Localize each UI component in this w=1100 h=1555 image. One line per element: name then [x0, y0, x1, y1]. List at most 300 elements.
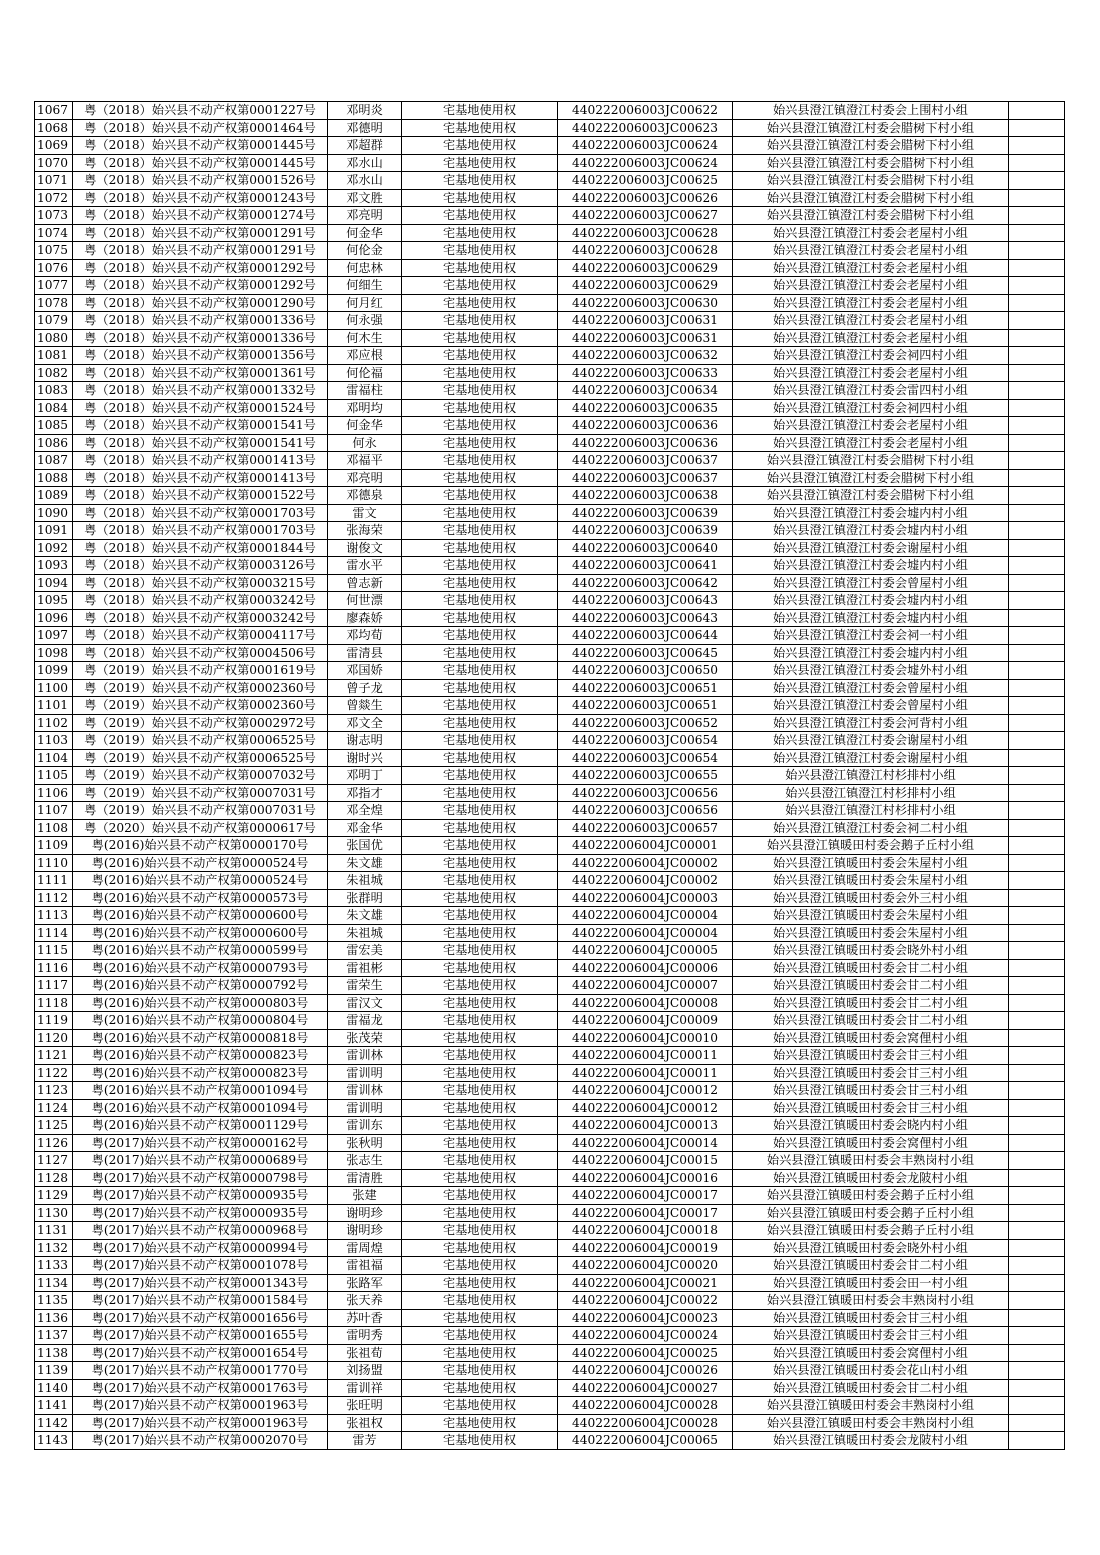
location-cell: 始兴县澄江镇澄江村委会曾屋村小组 [733, 697, 1009, 715]
row-number-cell: 1111 [35, 872, 73, 890]
register-table-body [35, 102, 1065, 1450]
remark-cell [1009, 224, 1065, 242]
location-cell: 始兴县澄江镇澄江村委会老屋村小组 [733, 329, 1009, 347]
row-number-cell: 1074 [35, 224, 73, 242]
location-cell: 始兴县澄江镇暖田村委会窝俚村小组 [733, 1134, 1009, 1152]
table-row [35, 294, 1065, 312]
table-row [35, 207, 1065, 225]
certificate-number-cell: 粤（2018）始兴县不动产权第0003215号 [73, 574, 328, 592]
table-row [35, 837, 1065, 855]
row-number-cell: 1119 [35, 1012, 73, 1030]
table-row [35, 504, 1065, 522]
location-cell: 始兴县澄江镇暖田村委会甘三村小组 [733, 1099, 1009, 1117]
owner-name-cell: 张秋明 [328, 1134, 402, 1152]
row-number-cell: 1096 [35, 609, 73, 627]
row-number-cell: 1067 [35, 102, 73, 120]
certificate-number-cell: 粤（2018）始兴县不动产权第0001292号 [73, 277, 328, 295]
remark-cell [1009, 1432, 1065, 1450]
parcel-code-cell: 440222006003JC00650 [558, 662, 733, 680]
row-number-cell: 1143 [35, 1432, 73, 1450]
parcel-code-cell: 440222006003JC00630 [558, 294, 733, 312]
right-type-cell: 宅基地使用权 [402, 1432, 558, 1450]
parcel-code-cell: 440222006003JC00637 [558, 452, 733, 470]
parcel-code-cell: 440222006003JC00643 [558, 592, 733, 610]
parcel-code-cell: 440222006003JC00657 [558, 819, 733, 837]
owner-name-cell: 谢志明 [328, 732, 402, 750]
row-number-cell: 1068 [35, 119, 73, 137]
remark-cell [1009, 242, 1065, 260]
remark-cell [1009, 539, 1065, 557]
right-type-cell: 宅基地使用权 [402, 1309, 558, 1327]
location-cell: 始兴县澄江镇澄江村杉排村小组 [733, 802, 1009, 820]
remark-cell [1009, 1029, 1065, 1047]
certificate-number-cell: 粤（2018）始兴县不动产权第0001356号 [73, 347, 328, 365]
table-row [35, 434, 1065, 452]
owner-name-cell: 邓德泉 [328, 487, 402, 505]
location-cell: 始兴县澄江镇澄江村委会曾屋村小组 [733, 574, 1009, 592]
location-cell: 始兴县澄江镇澄江村委会谢屋村小组 [733, 732, 1009, 750]
table-row [35, 802, 1065, 820]
parcel-code-cell: 440222006003JC00633 [558, 364, 733, 382]
location-cell: 始兴县澄江镇澄江村委会老屋村小组 [733, 434, 1009, 452]
right-type-cell: 宅基地使用权 [402, 312, 558, 330]
certificate-number-cell: 粤（2019）始兴县不动产权第0002972号 [73, 714, 328, 732]
right-type-cell: 宅基地使用权 [402, 574, 558, 592]
table-row [35, 714, 1065, 732]
right-type-cell: 宅基地使用权 [402, 329, 558, 347]
location-cell: 始兴县澄江镇澄江村委会腊树下村小组 [733, 452, 1009, 470]
right-type-cell: 宅基地使用权 [402, 1029, 558, 1047]
right-type-cell: 宅基地使用权 [402, 417, 558, 435]
owner-name-cell: 谢明珍 [328, 1222, 402, 1240]
certificate-number-cell: 粤（2019）始兴县不动产权第0006525号 [73, 749, 328, 767]
right-type-cell: 宅基地使用权 [402, 1064, 558, 1082]
table-row [35, 347, 1065, 365]
right-type-cell: 宅基地使用权 [402, 1292, 558, 1310]
owner-name-cell: 邓应根 [328, 347, 402, 365]
right-type-cell: 宅基地使用权 [402, 294, 558, 312]
remark-cell [1009, 714, 1065, 732]
parcel-code-cell: 440222006004JC00023 [558, 1309, 733, 1327]
row-number-cell: 1122 [35, 1064, 73, 1082]
table-row [35, 1029, 1065, 1047]
table-row [35, 749, 1065, 767]
location-cell: 始兴县澄江镇澄江村委会墟内村小组 [733, 592, 1009, 610]
row-number-cell: 1076 [35, 259, 73, 277]
owner-name-cell: 邓国娇 [328, 662, 402, 680]
right-type-cell: 宅基地使用权 [402, 837, 558, 855]
location-cell: 始兴县澄江镇澄江村委会腊树下村小组 [733, 207, 1009, 225]
parcel-code-cell: 440222006004JC00065 [558, 1432, 733, 1450]
owner-name-cell: 何伦金 [328, 242, 402, 260]
certificate-number-cell: 粤（2018）始兴县不动产权第0001445号 [73, 137, 328, 155]
row-number-cell: 1107 [35, 802, 73, 820]
owner-name-cell: 苏叶香 [328, 1309, 402, 1327]
parcel-code-cell: 440222006003JC00624 [558, 137, 733, 155]
certificate-number-cell: 粤（2018）始兴县不动产权第0004117号 [73, 627, 328, 645]
parcel-code-cell: 440222006004JC00022 [558, 1292, 733, 1310]
location-cell: 始兴县澄江镇澄江村委会老屋村小组 [733, 417, 1009, 435]
location-cell: 始兴县澄江镇澄江村杉排村小组 [733, 767, 1009, 785]
location-cell: 始兴县澄江镇暖田村委会甘三村小组 [733, 1047, 1009, 1065]
right-type-cell: 宅基地使用权 [402, 207, 558, 225]
right-type-cell: 宅基地使用权 [402, 224, 558, 242]
right-type-cell: 宅基地使用权 [402, 1362, 558, 1380]
location-cell: 始兴县澄江镇澄江村委会老屋村小组 [733, 277, 1009, 295]
parcel-code-cell: 440222006003JC00645 [558, 644, 733, 662]
table-row [35, 1239, 1065, 1257]
remark-cell [1009, 732, 1065, 750]
location-cell: 始兴县澄江镇澄江村委会祠四村小组 [733, 399, 1009, 417]
parcel-code-cell: 440222006004JC00010 [558, 1029, 733, 1047]
owner-name-cell: 朱文雄 [328, 907, 402, 925]
owner-name-cell: 雷宏美 [328, 942, 402, 960]
parcel-code-cell: 440222006003JC00655 [558, 767, 733, 785]
table-row [35, 522, 1065, 540]
parcel-code-cell: 440222006004JC00002 [558, 854, 733, 872]
table-row [35, 994, 1065, 1012]
remark-cell [1009, 399, 1065, 417]
parcel-code-cell: 440222006004JC00028 [558, 1414, 733, 1432]
remark-cell [1009, 1379, 1065, 1397]
owner-name-cell: 张天养 [328, 1292, 402, 1310]
owner-name-cell: 廖森娇 [328, 609, 402, 627]
right-type-cell: 宅基地使用权 [402, 1204, 558, 1222]
row-number-cell: 1142 [35, 1414, 73, 1432]
right-type-cell: 宅基地使用权 [402, 399, 558, 417]
parcel-code-cell: 440222006003JC00643 [558, 609, 733, 627]
right-type-cell: 宅基地使用权 [402, 1187, 558, 1205]
parcel-code-cell: 440222006004JC00004 [558, 907, 733, 925]
right-type-cell: 宅基地使用权 [402, 452, 558, 470]
table-row [35, 189, 1065, 207]
right-type-cell: 宅基地使用权 [402, 469, 558, 487]
parcel-code-cell: 440222006003JC00651 [558, 697, 733, 715]
certificate-number-cell: 粤(2017)始兴县不动产权第0001078号 [73, 1257, 328, 1275]
right-type-cell: 宅基地使用权 [402, 347, 558, 365]
owner-name-cell: 张国优 [328, 837, 402, 855]
table-row [35, 277, 1065, 295]
certificate-number-cell: 粤（2018）始兴县不动产权第0001274号 [73, 207, 328, 225]
certificate-number-cell: 粤(2016)始兴县不动产权第0000600号 [73, 924, 328, 942]
table-row [35, 539, 1065, 557]
location-cell: 始兴县澄江镇澄江村委会墟内村小组 [733, 609, 1009, 627]
remark-cell [1009, 294, 1065, 312]
location-cell: 始兴县澄江镇暖田村委会甘二村小组 [733, 1012, 1009, 1030]
parcel-code-cell: 440222006004JC00026 [558, 1362, 733, 1380]
table-row [35, 1152, 1065, 1170]
certificate-number-cell: 粤(2017)始兴县不动产权第0000935号 [73, 1187, 328, 1205]
row-number-cell: 1130 [35, 1204, 73, 1222]
right-type-cell: 宅基地使用权 [402, 662, 558, 680]
table-row [35, 119, 1065, 137]
certificate-number-cell: 粤(2016)始兴县不动产权第0000793号 [73, 959, 328, 977]
right-type-cell: 宅基地使用权 [402, 1222, 558, 1240]
certificate-number-cell: 粤(2017)始兴县不动产权第0000798号 [73, 1169, 328, 1187]
right-type-cell: 宅基地使用权 [402, 1134, 558, 1152]
right-type-cell: 宅基地使用权 [402, 259, 558, 277]
parcel-code-cell: 440222006003JC00656 [558, 784, 733, 802]
certificate-number-cell: 粤(2016)始兴县不动产权第0000792号 [73, 977, 328, 995]
parcel-code-cell: 440222006003JC00634 [558, 382, 733, 400]
row-number-cell: 1124 [35, 1099, 73, 1117]
table-row [35, 1012, 1065, 1030]
location-cell: 始兴县澄江镇澄江村委会谢屋村小组 [733, 749, 1009, 767]
table-row [35, 959, 1065, 977]
location-cell: 始兴县澄江镇澄江村委会祠二村小组 [733, 819, 1009, 837]
row-number-cell: 1081 [35, 347, 73, 365]
row-number-cell: 1129 [35, 1187, 73, 1205]
right-type-cell: 宅基地使用权 [402, 102, 558, 120]
remark-cell [1009, 452, 1065, 470]
certificate-number-cell: 粤(2016)始兴县不动产权第0000599号 [73, 942, 328, 960]
owner-name-cell: 雷训林 [328, 1047, 402, 1065]
remark-cell [1009, 907, 1065, 925]
table-row [35, 242, 1065, 260]
location-cell: 始兴县澄江镇澄江村委会腊树下村小组 [733, 154, 1009, 172]
certificate-number-cell: 粤（2018）始兴县不动产权第0001541号 [73, 417, 328, 435]
parcel-code-cell: 440222006004JC00002 [558, 872, 733, 890]
right-type-cell: 宅基地使用权 [402, 172, 558, 190]
table-row [35, 1134, 1065, 1152]
certificate-number-cell: 粤（2018）始兴县不动产权第0001703号 [73, 522, 328, 540]
parcel-code-cell: 440222006003JC00624 [558, 154, 733, 172]
remark-cell [1009, 504, 1065, 522]
right-type-cell: 宅基地使用权 [402, 907, 558, 925]
table-row [35, 102, 1065, 120]
table-row [35, 1187, 1065, 1205]
parcel-code-cell: 440222006004JC00011 [558, 1064, 733, 1082]
owner-name-cell: 邓福平 [328, 452, 402, 470]
owner-name-cell: 雷祖福 [328, 1257, 402, 1275]
table-row [35, 469, 1065, 487]
remark-cell [1009, 977, 1065, 995]
table-row [35, 312, 1065, 330]
location-cell: 始兴县澄江镇暖田村委会外三村小组 [733, 889, 1009, 907]
right-type-cell: 宅基地使用权 [402, 539, 558, 557]
right-type-cell: 宅基地使用权 [402, 784, 558, 802]
right-type-cell: 宅基地使用权 [402, 819, 558, 837]
certificate-number-cell: 粤（2018）始兴县不动产权第0001522号 [73, 487, 328, 505]
right-type-cell: 宅基地使用权 [402, 1327, 558, 1345]
table-row [35, 942, 1065, 960]
row-number-cell: 1135 [35, 1292, 73, 1310]
table-row [35, 172, 1065, 190]
certificate-number-cell: 粤(2016)始兴县不动产权第0001129号 [73, 1117, 328, 1135]
remark-cell [1009, 959, 1065, 977]
table-row [35, 1099, 1065, 1117]
parcel-code-cell: 440222006004JC00015 [558, 1152, 733, 1170]
location-cell: 始兴县澄江镇暖田村委会晓外村小组 [733, 942, 1009, 960]
row-number-cell: 1073 [35, 207, 73, 225]
certificate-number-cell: 粤（2018）始兴县不动产权第0001541号 [73, 434, 328, 452]
parcel-code-cell: 440222006003JC00636 [558, 434, 733, 452]
row-number-cell: 1121 [35, 1047, 73, 1065]
location-cell: 始兴县澄江镇暖田村委会甘三村小组 [733, 1327, 1009, 1345]
table-row [35, 907, 1065, 925]
remark-cell [1009, 417, 1065, 435]
row-number-cell: 1115 [35, 942, 73, 960]
right-type-cell: 宅基地使用权 [402, 364, 558, 382]
remark-cell [1009, 802, 1065, 820]
location-cell: 始兴县澄江镇澄江村委会腊树下村小组 [733, 137, 1009, 155]
parcel-code-cell: 440222006004JC00018 [558, 1222, 733, 1240]
table-row [35, 259, 1065, 277]
owner-name-cell: 何伦福 [328, 364, 402, 382]
row-number-cell: 1103 [35, 732, 73, 750]
remark-cell [1009, 592, 1065, 610]
row-number-cell: 1075 [35, 242, 73, 260]
certificate-number-cell: 粤(2016)始兴县不动产权第0000823号 [73, 1047, 328, 1065]
parcel-code-cell: 440222006003JC00628 [558, 242, 733, 260]
owner-name-cell: 雷训明 [328, 1064, 402, 1082]
parcel-code-cell: 440222006004JC00001 [558, 837, 733, 855]
parcel-code-cell: 440222006004JC00008 [558, 994, 733, 1012]
owner-name-cell: 雷训祥 [328, 1379, 402, 1397]
parcel-code-cell: 440222006003JC00629 [558, 277, 733, 295]
remark-cell [1009, 1099, 1065, 1117]
certificate-number-cell: 粤(2016)始兴县不动产权第0000600号 [73, 907, 328, 925]
parcel-code-cell: 440222006004JC00012 [558, 1082, 733, 1100]
row-number-cell: 1140 [35, 1379, 73, 1397]
parcel-code-cell: 440222006004JC00016 [558, 1169, 733, 1187]
location-cell: 始兴县澄江镇暖田村委会甘二村小组 [733, 1257, 1009, 1275]
certificate-number-cell: 粤（2020）始兴县不动产权第0000617号 [73, 819, 328, 837]
remark-cell [1009, 749, 1065, 767]
table-row [35, 1274, 1065, 1292]
location-cell: 始兴县澄江镇澄江村委会腊树下村小组 [733, 119, 1009, 137]
remark-cell [1009, 609, 1065, 627]
location-cell: 始兴县澄江镇澄江村委会祠一村小组 [733, 627, 1009, 645]
right-type-cell: 宅基地使用权 [402, 714, 558, 732]
certificate-number-cell: 粤(2016)始兴县不动产权第0001094号 [73, 1082, 328, 1100]
certificate-number-cell: 粤（2019）始兴县不动产权第0006525号 [73, 732, 328, 750]
table-row [35, 784, 1065, 802]
certificate-number-cell: 粤(2017)始兴县不动产权第0000935号 [73, 1204, 328, 1222]
certificate-number-cell: 粤(2017)始兴县不动产权第0002070号 [73, 1432, 328, 1450]
owner-name-cell: 张路军 [328, 1274, 402, 1292]
certificate-number-cell: 粤（2018）始兴县不动产权第0001703号 [73, 504, 328, 522]
owner-name-cell: 雷训林 [328, 1082, 402, 1100]
certificate-number-cell: 粤(2016)始兴县不动产权第0000823号 [73, 1064, 328, 1082]
row-number-cell: 1120 [35, 1029, 73, 1047]
right-type-cell: 宅基地使用权 [402, 1239, 558, 1257]
parcel-code-cell: 440222006003JC00631 [558, 312, 733, 330]
owner-name-cell: 曾子龙 [328, 679, 402, 697]
location-cell: 始兴县澄江镇暖田村委会晓外村小组 [733, 1239, 1009, 1257]
table-row [35, 872, 1065, 890]
table-row [35, 889, 1065, 907]
location-cell: 始兴县澄江镇澄江村委会老屋村小组 [733, 294, 1009, 312]
row-number-cell: 1118 [35, 994, 73, 1012]
parcel-code-cell: 440222006003JC00631 [558, 329, 733, 347]
certificate-number-cell: 粤（2018）始兴县不动产权第0001292号 [73, 259, 328, 277]
table-row [35, 364, 1065, 382]
table-row [35, 644, 1065, 662]
certificate-number-cell: 粤(2016)始兴县不动产权第0000524号 [73, 854, 328, 872]
table-row [35, 557, 1065, 575]
remark-cell [1009, 889, 1065, 907]
owner-name-cell: 刘扬盟 [328, 1362, 402, 1380]
table-row [35, 924, 1065, 942]
owner-name-cell: 邓均荀 [328, 627, 402, 645]
parcel-code-cell: 440222006003JC00651 [558, 679, 733, 697]
location-cell: 始兴县澄江镇暖田村委会丰熟岗村小组 [733, 1152, 1009, 1170]
table-row [35, 609, 1065, 627]
certificate-number-cell: 粤(2017)始兴县不动产权第0001763号 [73, 1379, 328, 1397]
row-number-cell: 1108 [35, 819, 73, 837]
remark-cell [1009, 1309, 1065, 1327]
parcel-code-cell: 440222006004JC00028 [558, 1397, 733, 1415]
row-number-cell: 1098 [35, 644, 73, 662]
table-row [35, 137, 1065, 155]
row-number-cell: 1088 [35, 469, 73, 487]
table-row [35, 767, 1065, 785]
right-type-cell: 宅基地使用权 [402, 924, 558, 942]
certificate-number-cell: 粤(2016)始兴县不动产权第0000573号 [73, 889, 328, 907]
certificate-number-cell: 粤（2018）始兴县不动产权第0003242号 [73, 609, 328, 627]
certificate-number-cell: 粤(2016)始兴县不动产权第0001094号 [73, 1099, 328, 1117]
parcel-code-cell: 440222006003JC00654 [558, 749, 733, 767]
parcel-code-cell: 440222006004JC00024 [558, 1327, 733, 1345]
owner-name-cell: 邓文胜 [328, 189, 402, 207]
row-number-cell: 1095 [35, 592, 73, 610]
parcel-code-cell: 440222006003JC00625 [558, 172, 733, 190]
row-number-cell: 1117 [35, 977, 73, 995]
right-type-cell: 宅基地使用权 [402, 434, 558, 452]
parcel-code-cell: 440222006004JC00027 [558, 1379, 733, 1397]
table-row [35, 1292, 1065, 1310]
table-row [35, 679, 1065, 697]
parcel-code-cell: 440222006003JC00654 [558, 732, 733, 750]
row-number-cell: 1090 [35, 504, 73, 522]
owner-name-cell: 谢时兴 [328, 749, 402, 767]
row-number-cell: 1091 [35, 522, 73, 540]
remark-cell [1009, 1344, 1065, 1362]
table-row [35, 487, 1065, 505]
remark-cell [1009, 434, 1065, 452]
right-type-cell: 宅基地使用权 [402, 382, 558, 400]
certificate-number-cell: 粤（2018）始兴县不动产权第0001227号 [73, 102, 328, 120]
owner-name-cell: 雷福龙 [328, 1012, 402, 1030]
register-table [34, 101, 1065, 1450]
certificate-number-cell: 粤(2017)始兴县不动产权第0001343号 [73, 1274, 328, 1292]
right-type-cell: 宅基地使用权 [402, 1047, 558, 1065]
certificate-number-cell: 粤(2017)始兴县不动产权第0000994号 [73, 1239, 328, 1257]
parcel-code-cell: 440222006004JC00006 [558, 959, 733, 977]
row-number-cell: 1139 [35, 1362, 73, 1380]
certificate-number-cell: 粤(2017)始兴县不动产权第0001656号 [73, 1309, 328, 1327]
right-type-cell: 宅基地使用权 [402, 1274, 558, 1292]
owner-name-cell: 张祖权 [328, 1414, 402, 1432]
remark-cell [1009, 1047, 1065, 1065]
owner-name-cell: 朱祖城 [328, 924, 402, 942]
table-row [35, 329, 1065, 347]
location-cell: 始兴县澄江镇暖田村委会鹅子丘村小组 [733, 837, 1009, 855]
owner-name-cell: 张海荣 [328, 522, 402, 540]
owner-name-cell: 邓超群 [328, 137, 402, 155]
location-cell: 始兴县澄江镇暖田村委会甘二村小组 [733, 1379, 1009, 1397]
remark-cell [1009, 1117, 1065, 1135]
right-type-cell: 宅基地使用权 [402, 154, 558, 172]
owner-name-cell: 何月红 [328, 294, 402, 312]
certificate-number-cell: 粤(2017)始兴县不动产权第0001963号 [73, 1397, 328, 1415]
table-row [35, 1327, 1065, 1345]
row-number-cell: 1104 [35, 749, 73, 767]
remark-cell [1009, 942, 1065, 960]
table-row [35, 627, 1065, 645]
location-cell: 始兴县澄江镇澄江村杉排村小组 [733, 784, 1009, 802]
